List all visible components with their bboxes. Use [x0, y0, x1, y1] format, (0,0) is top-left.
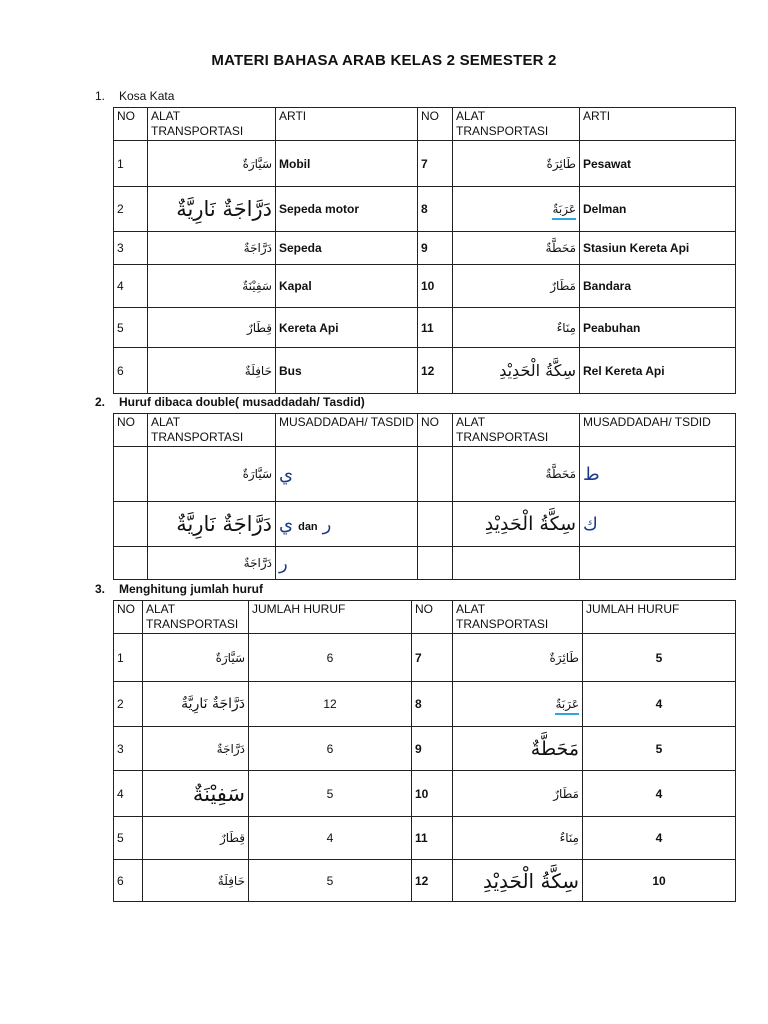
table-row	[114, 682, 736, 727]
table-row	[114, 232, 736, 265]
arabic-word: مَطَارٌ	[453, 771, 583, 817]
header-cell: ALAT TRANSPORTASI	[148, 108, 276, 141]
arabic-word: عَرَبَةٌ	[552, 202, 576, 220]
arabic-word: مَطَارٌ	[453, 265, 580, 308]
header-cell: MUSADDADAH/ TSDID	[580, 414, 736, 447]
row-number: 9	[412, 727, 453, 771]
meaning: Delman	[580, 187, 736, 232]
empty-cell	[418, 547, 453, 580]
arabic-word: مَحَطَّةٌ	[453, 727, 583, 771]
arabic-word: سِكَّةُ الْحَدِيْدِ	[453, 860, 583, 902]
meaning: Stasiun Kereta Api	[580, 232, 736, 265]
arabic-word: دَرَّاجَةٌ	[148, 232, 276, 265]
tasdid-cell	[276, 502, 418, 547]
arabic-word: دَرَّاجَةٌ	[148, 547, 276, 580]
tasdid-cell	[580, 447, 736, 502]
header-cell: ARTI	[276, 108, 418, 141]
row-number: 1	[114, 634, 143, 682]
row-number: 11	[418, 308, 453, 348]
arabic-word: عَرَبَةٌ	[555, 697, 579, 715]
tasdid-letter: ي	[279, 513, 294, 535]
letter-count: 12	[249, 682, 412, 727]
header-cell: ALAT TRANSPORTASI	[453, 601, 583, 634]
header-cell: JUMLAH HURUF	[249, 601, 412, 634]
table-row	[114, 860, 736, 902]
arabic-word: سِكَّةُ الْحَدِيْدِ	[453, 348, 580, 394]
row-number: 3	[114, 232, 148, 265]
row-number: 10	[418, 265, 453, 308]
letter-count: 4	[583, 817, 736, 860]
arabic-word: سَفِيْنَةٌ	[148, 265, 276, 308]
arabic-word: قِطَارٌ	[143, 817, 249, 860]
arabic-word: دَرَّاجَةٌ نَارِيَّةٌ	[148, 502, 276, 547]
arabic-word: دَرَّاجَةٌ	[143, 727, 249, 771]
header-cell: NO	[412, 601, 453, 634]
row-number: 10	[412, 771, 453, 817]
letter-count: 5	[249, 860, 412, 902]
row-number: 8	[412, 682, 453, 727]
section-3-heading	[95, 582, 263, 596]
row-number: 3	[114, 727, 143, 771]
row-number: 7	[412, 634, 453, 682]
tasdid-letter: ط	[583, 463, 600, 485]
tasdid-cell	[276, 447, 418, 502]
table-header-row	[114, 108, 736, 141]
meaning: Pesawat	[580, 141, 736, 187]
letter-count: 4	[583, 771, 736, 817]
table-row	[114, 187, 736, 232]
row-number: 7	[418, 141, 453, 187]
header-cell: NO	[114, 601, 143, 634]
header-cell: JUMLAH HURUF	[583, 601, 736, 634]
table-row	[114, 547, 736, 580]
letter-count: 6	[249, 727, 412, 771]
arabic-word-cell	[453, 187, 580, 232]
letter-count: 5	[583, 727, 736, 771]
row-number: 12	[418, 348, 453, 394]
arabic-word: قِطَارٌ	[148, 308, 276, 348]
section-2-heading	[95, 395, 365, 409]
empty-cell	[418, 502, 453, 547]
meaning: Mobil	[276, 141, 418, 187]
arabic-word: طَائِرَةٌ	[453, 634, 583, 682]
table-header-row	[114, 414, 736, 447]
section-2-title: Huruf dibaca double( musaddadah/ Tasdid)	[119, 395, 365, 409]
empty-cell	[114, 447, 148, 502]
meaning: Bus	[276, 348, 418, 394]
section-3-title: Menghitung jumlah huruf	[119, 582, 263, 596]
row-number: 11	[412, 817, 453, 860]
letter-count-table	[113, 600, 736, 902]
row-number: 6	[114, 348, 148, 394]
letter-count: 4	[583, 682, 736, 727]
header-cell: ALAT TRANSPORTASI	[453, 414, 580, 447]
arabic-word: مَحَطَّةٌ	[453, 447, 580, 502]
table-row	[114, 265, 736, 308]
tasdid-letter: ر	[322, 513, 332, 535]
arabic-word: سِكَّةُ الْحَدِيْدِ	[453, 502, 580, 547]
empty-cell	[453, 547, 580, 580]
row-number: 6	[114, 860, 143, 902]
empty-cell	[114, 547, 148, 580]
page-title: MATERI BAHASA ARAB KELAS 2 SEMESTER 2	[211, 52, 557, 69]
arabic-word: طَائِرَةٌ	[453, 141, 580, 187]
letter-count: 6	[249, 634, 412, 682]
header-cell: ALAT TRANSPORTASI	[453, 108, 580, 141]
arabic-word: دَرَّاجَةٌ نَارِيَّةٌ	[148, 187, 276, 232]
tasdid-letter: ر	[279, 552, 288, 574]
table-row	[114, 447, 736, 502]
row-number: 2	[114, 682, 143, 727]
arabic-word: سَفِيْنَةٌ	[143, 771, 249, 817]
table-row	[114, 502, 736, 547]
table-row	[114, 141, 736, 187]
row-number: 2	[114, 187, 148, 232]
header-cell: NO	[418, 108, 453, 141]
header-cell: NO	[418, 414, 453, 447]
row-number: 8	[418, 187, 453, 232]
arabic-word: حَافِلَةٌ	[148, 348, 276, 394]
section-1-title: Kosa Kata	[119, 89, 175, 103]
table-row	[114, 817, 736, 860]
header-cell: NO	[114, 108, 148, 141]
arabic-word: سَيَّارَةٌ	[148, 141, 276, 187]
table-header-row	[114, 601, 736, 634]
row-number: 4	[114, 265, 148, 308]
row-number: 9	[418, 232, 453, 265]
row-number: 5	[114, 817, 143, 860]
row-number: 12	[412, 860, 453, 902]
row-number: 4	[114, 771, 143, 817]
header-cell: NO	[114, 414, 148, 447]
arabic-word: مِنَاءٌ	[453, 308, 580, 348]
row-number: 5	[114, 308, 148, 348]
table-row	[114, 634, 736, 682]
letter-count: 4	[249, 817, 412, 860]
header-cell: MUSADDADAH/ TASDID	[276, 414, 418, 447]
arabic-word: حَافِلَةٌ	[143, 860, 249, 902]
empty-cell	[114, 502, 148, 547]
row-number: 1	[114, 141, 148, 187]
tasdid-letter: ك	[583, 513, 598, 535]
section-3-number: 3.	[95, 582, 106, 596]
letter-count: 5	[249, 771, 412, 817]
table-row	[114, 727, 736, 771]
table-row	[114, 348, 736, 394]
meaning: Bandara	[580, 265, 736, 308]
meaning: Rel Kereta Api	[580, 348, 736, 394]
meaning: Sepeda motor	[276, 187, 418, 232]
table-row	[114, 308, 736, 348]
arabic-word: سَيَّارَةٌ	[143, 634, 249, 682]
arabic-word: سَيَّارَةٌ	[148, 447, 276, 502]
header-cell: ALAT TRANSPORTASI	[143, 601, 249, 634]
section-2-number: 2.	[95, 395, 106, 409]
section-1-number: 1.	[95, 89, 106, 103]
arabic-word: مِنَاءٌ	[453, 817, 583, 860]
meaning: Peabuhan	[580, 308, 736, 348]
conjunction-text: dan	[298, 520, 318, 533]
empty-cell	[580, 547, 736, 580]
table-row	[114, 771, 736, 817]
meaning: Kereta Api	[276, 308, 418, 348]
header-cell: ARTI	[580, 108, 736, 141]
tasdid-cell	[276, 547, 418, 580]
letter-count: 5	[583, 634, 736, 682]
arabic-word-cell	[453, 682, 583, 727]
empty-cell	[418, 447, 453, 502]
letter-count: 10	[583, 860, 736, 902]
tasdid-cell	[580, 502, 736, 547]
tasdid-table	[113, 413, 736, 580]
header-cell: ALAT TRANSPORTASI	[148, 414, 276, 447]
arabic-word: مَحَطَّةٌ	[453, 232, 580, 265]
meaning: Sepeda	[276, 232, 418, 265]
tasdid-letter: ي	[279, 463, 294, 485]
arabic-word: دَرَّاجَةٌ نَارِيَّةٌ	[143, 682, 249, 727]
section-1-heading	[95, 89, 174, 103]
meaning: Kapal	[276, 265, 418, 308]
vocabulary-table	[113, 107, 736, 394]
